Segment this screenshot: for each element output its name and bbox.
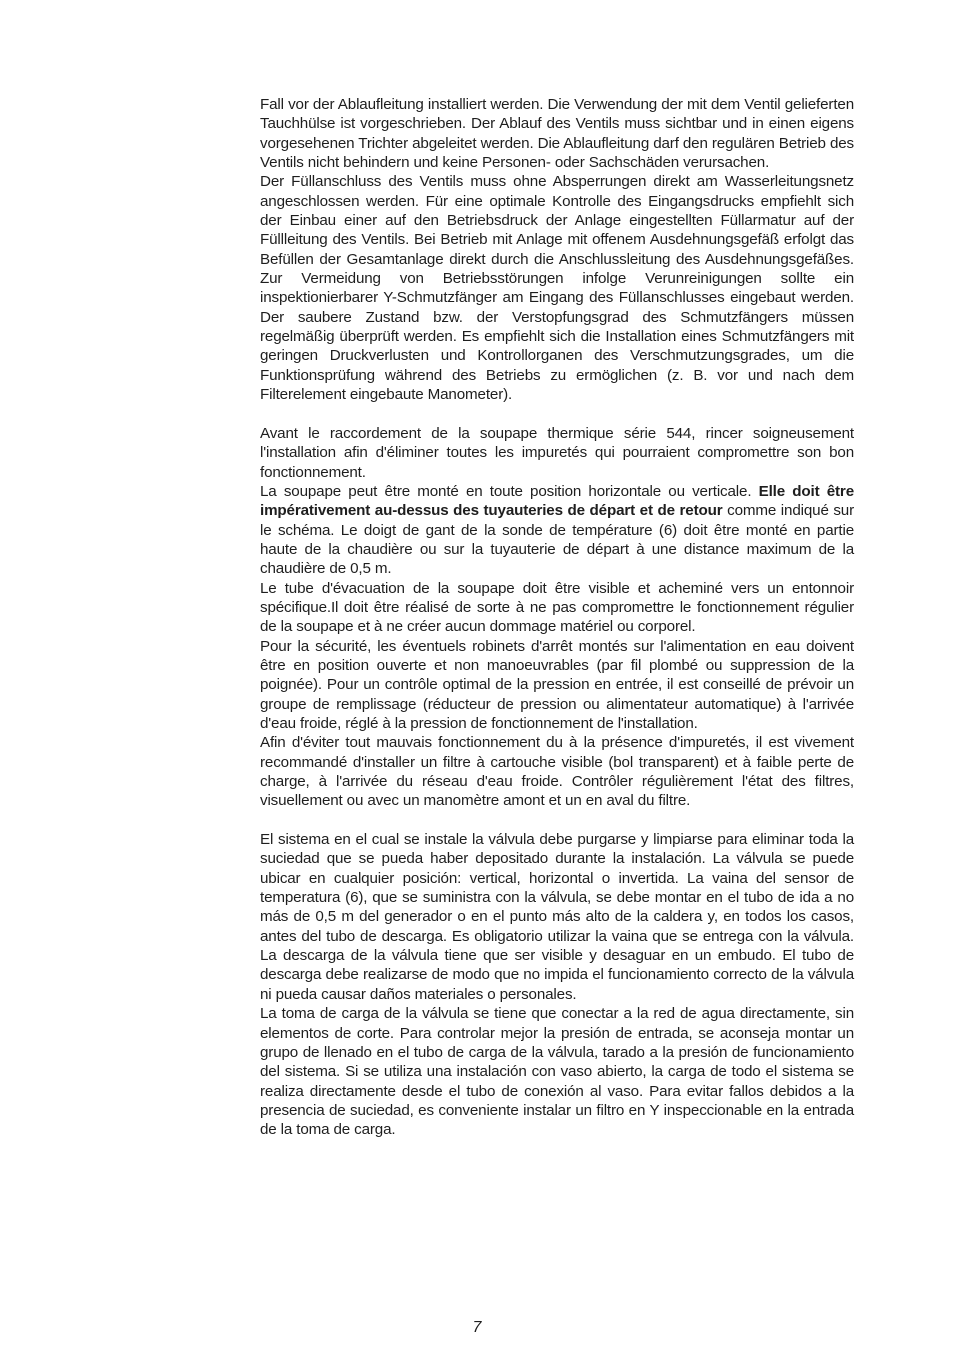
french-paragraph-2-start: La soupape peut être monté en toute position horizontale ou verticale. xyxy=(260,482,759,500)
section-german xyxy=(260,95,854,405)
french-paragraph-4: Pour la sécurité, les éventuels robinets d'arrêt montés sur l'alimentation en eau doivent être en position ouverte et non manoeuvrables (par fil plombé ou suppression de la poignée). Pour un contrôle optimal de la pression en entrée, il est conseillé de prévoir un groupe de remplissage (réducteur de pression ou alimentateur automatique) à l'arrivée d'eau froide, réglé à la pression de fonctionnement de l'installation. xyxy=(260,637,854,732)
german-paragraph-1: Fall vor der Ablaufleitung installiert werden. Die Verwendung der mit dem Ventil gelieferten Tauchhülse ist vorgeschrieben. Der Ablauf des Ventils muss sichtbar und in einen eigens vorgesehenen Trichter abgeleitet werden. Die Ablaufleitung darf den regulären Betrieb des Ventils nicht behindern und keine Personen- oder Sachschäden verursachen. xyxy=(260,96,854,172)
page-number: 7 xyxy=(472,1319,482,1336)
spanish-paragraph-1: El sistema en el cual se instale la válvula debe purgarse y limpiarse para eliminar toda la suciedad que se pueda haber depositado durante la instalación. La válvula se puede ubicar en cualquier posición: vertical, horizontal o invertida. La vaina del sensor de temperatura (6), que se suministra con la válvula, se debe montar en el tubo de ida a no más de 0,5 m del generador o en el punto más alto de la caldera y, en todos los casos, antes del tubo de descarga. Es obligatorio utilizar la vaina que se entrega con la válvula. La descarga de la válvula tiene que ser visible y desaguar en un embudo. El tubo de descarga debe realizarse de modo que no impida el funcionamiento correcto de la válvula ni pueda causar daños materiales o personales. xyxy=(260,831,854,1003)
french-paragraph-3: Le tube d'évacuation de la soupape doit être visible et acheminé vers un entonnoir spécifique.Il doit être réalisé de sorte à ne pas compromettre le fonctionnement régulier de la soupape et à ne créer aucun dommage matériel ou corporel. xyxy=(260,579,854,636)
spanish-paragraph-2: La toma de carga de la válvula se tiene que conectar a la red de agua directamente, sin elementos de corte. Para controlar mejor la presión de entrada, se aconseja montar un grupo de llenado en el tubo de carga de la válvula, tarado a la presión de funcionamiento del sistema. Si se utiliza una instalación con vaso abierto, la carga de todo el sistema se realiza directamente desde el tubo de conexión al vaso. Para evitar fallos debidos a la presencia de suciedad, es conveniente instalar un filtro en Y inspeccionable en la entrada de la toma de carga. xyxy=(260,1005,854,1139)
french-paragraph-1: Avant le raccordement de la soupape thermique série 544, rincer soigneusement l'installation afin d'éliminer toutes les impuretés qui pourraient compromettre son bon fonctionnement. xyxy=(260,424,854,481)
french-paragraph-2-end: comme indiqué sur le schéma. Le doigt de gant de la sonde de température (6) doit être monté en partie haute de la chaudière ou sur la tuyauterie de départ à une distance maximum de la chaudière de 0,5 m. xyxy=(260,502,855,578)
french-paragraph-2 xyxy=(260,482,854,579)
text-column xyxy=(260,95,854,1140)
german-paragraph-2: Der Füllanschluss des Ventils muss ohne Absperrungen direkt am Wasserleitungsnetz angeschlossen werden. Für eine optimale Kontrolle des Eingangsdrucks empfiehlt sich der Einbau einer auf den Betriebsdruck der Anlage eingestellten Füllarmatur auf der Füllleitung des Ventils. Bei Betrieb mit Anlage mit offenem Ausdehnungsgefäß erfolgt das Befüllen der Gesamtanlage direkt durch die Anschlussleitung des Ausdehnungsgefäßes. Zur Vermeidung von Betriebsstörungen infolge Verunreinigungen sollte ein inspektionierbarer Y-Schmutzfänger am Eingang des Füllanschlusses eingebaut werden. Der saubere Zustand bzw. der Verstopfungsgrad des Schmutzfängers müssen regelmäßig überprüft werden. Es empfiehlt sich die Installation eines Schmutzfängers mit geringen Druckverlusten und Kontrollorganen des Verschmutzungsgrades, um die Funktionsprüfung während des Betriebs zu ermöglichen (z. B. vor und nach dem Filterelement eingebaute Manometer). xyxy=(260,173,854,404)
french-paragraph-2-bold: Elle doit être impérativement au-dessus des tuyauteries de départ et de retour xyxy=(260,482,854,520)
section-spanish xyxy=(260,830,854,1140)
section-french xyxy=(260,424,854,811)
french-paragraph-5: Afin d'éviter tout mauvais fonctionnement du à la présence d'impuretés, il est vivement recommandé d'installer un filtre à cartouche visible (bol transparent) et à faible perte de charge, à l'arrivée du réseau d'eau froide. Contrôler régulièrement l'état des filtres, visuellement ou avec un manomètre amont et un en aval du filtre. xyxy=(260,734,854,810)
